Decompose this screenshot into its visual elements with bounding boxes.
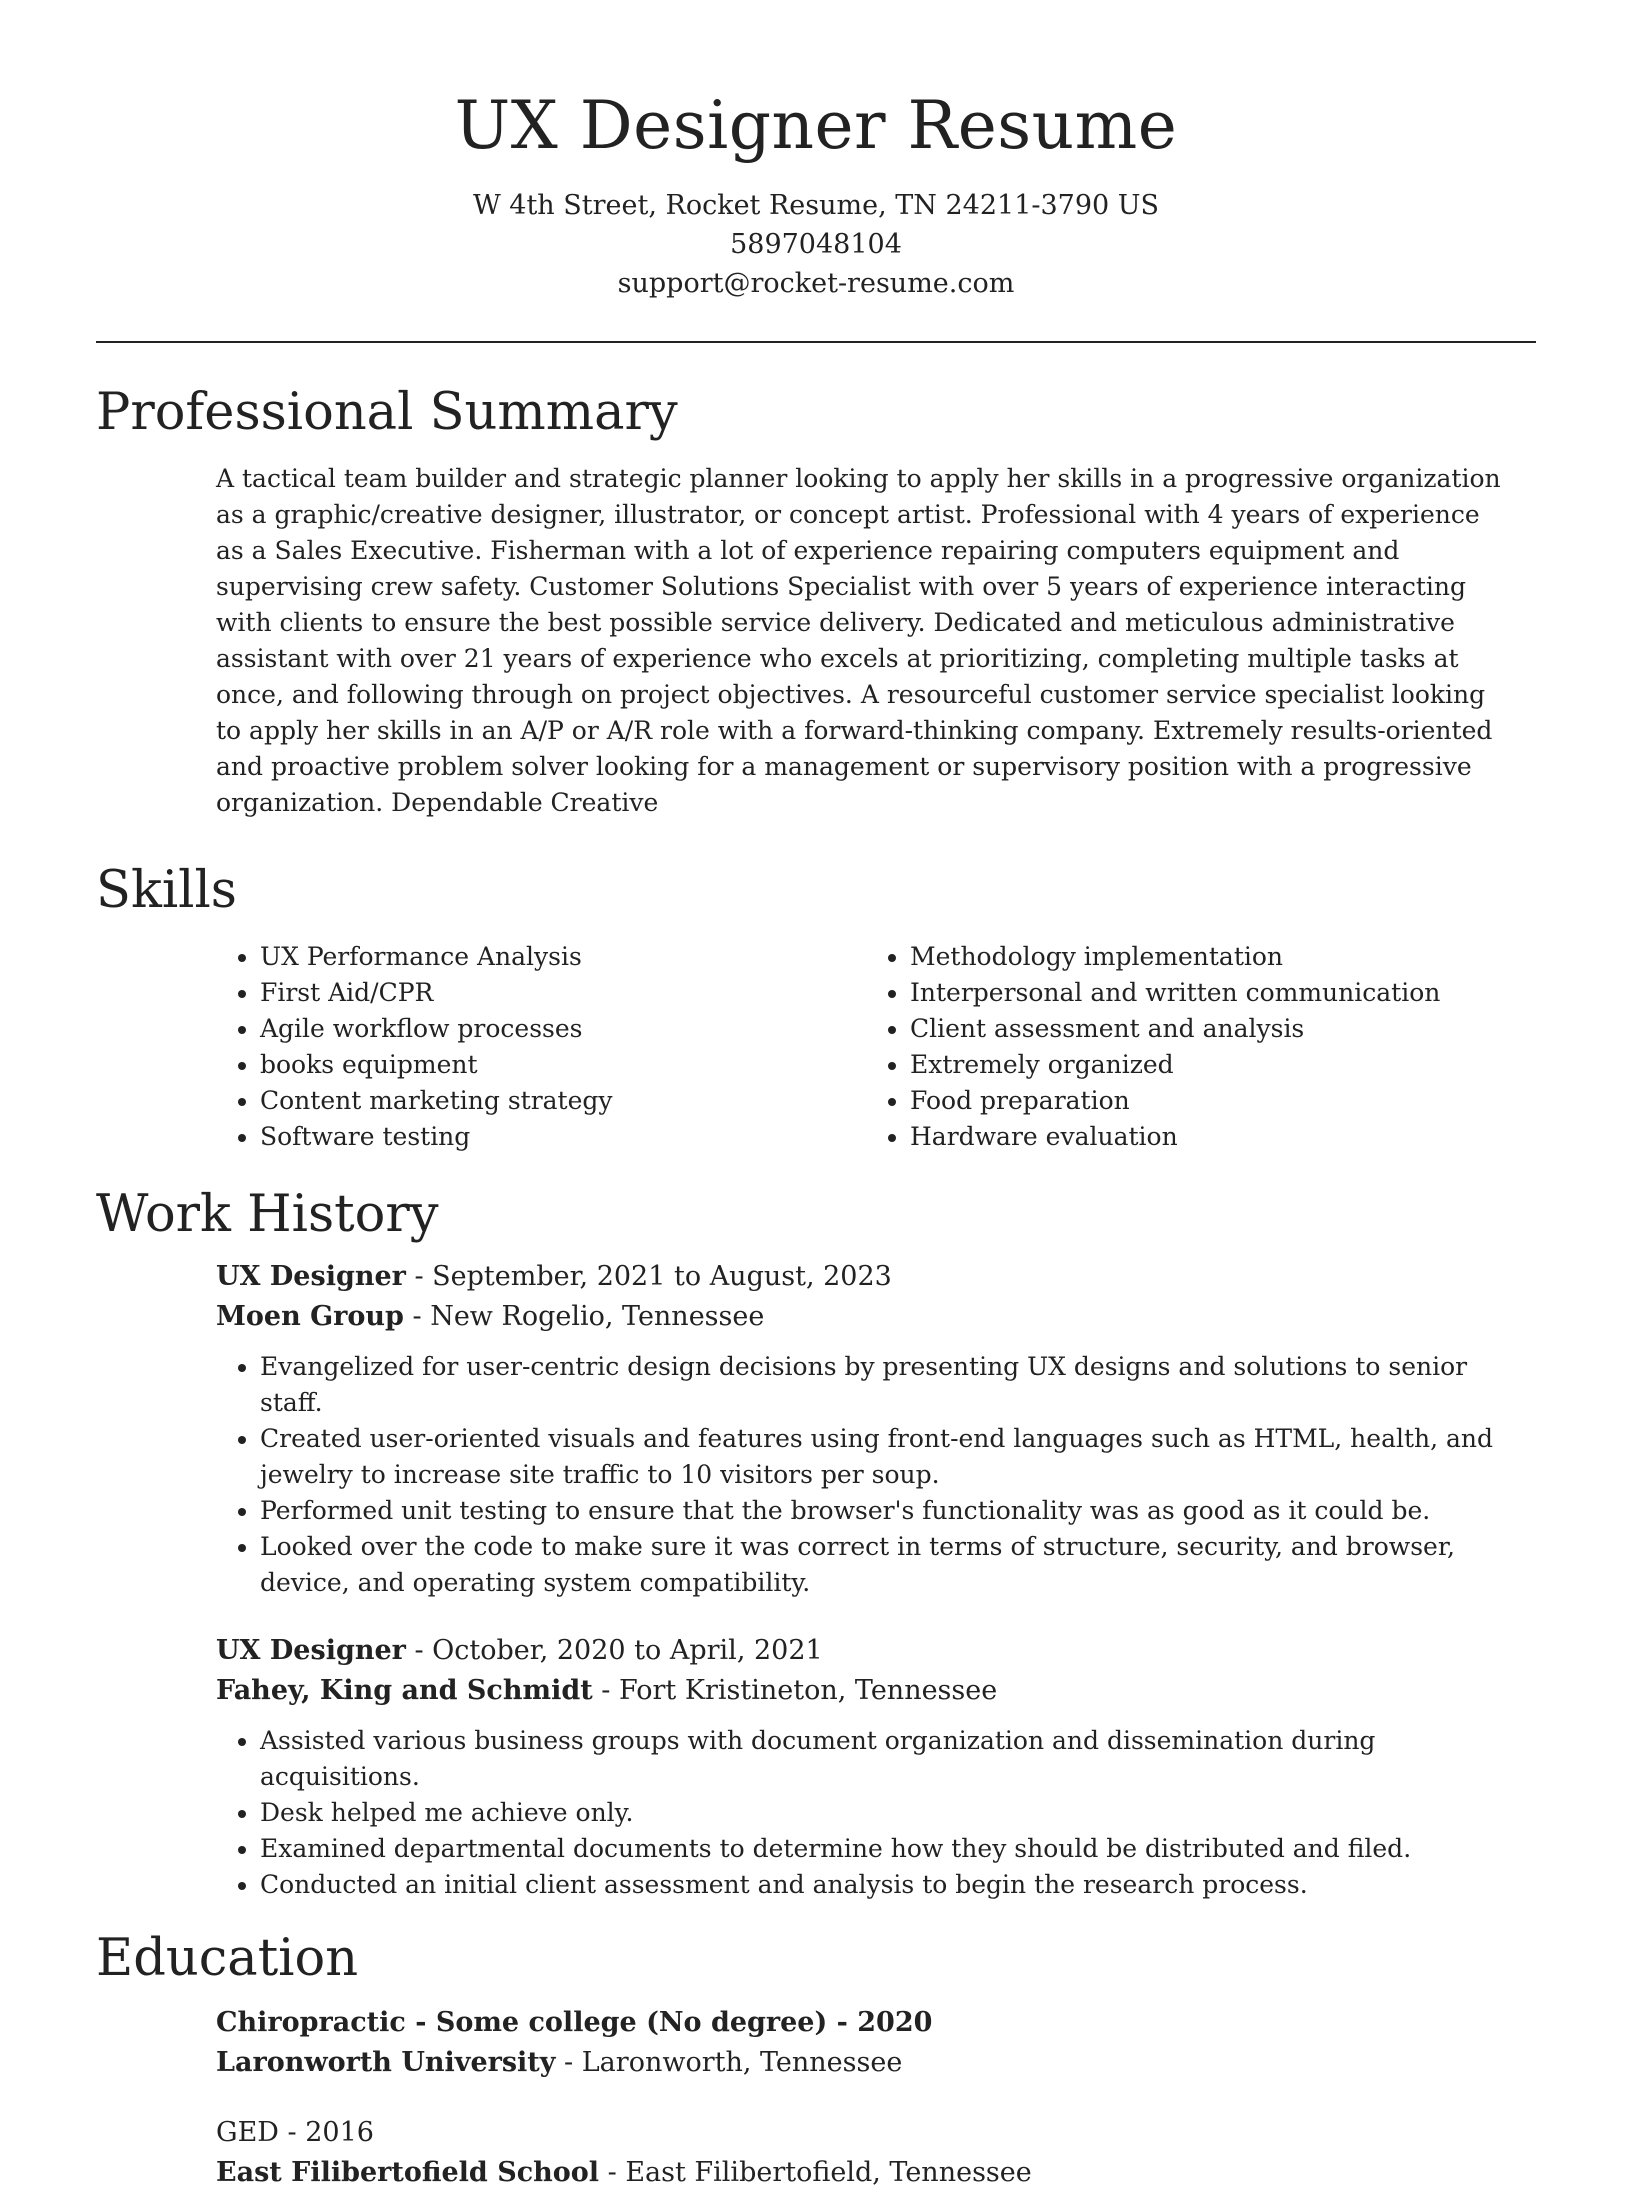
job-bullet: • Assisted various business groups with document organization and dissemination during acquisitions.: [260, 1723, 1536, 1795]
education-degree-line: [216, 2003, 1536, 2043]
skill-item: • Content marketing strategy: [260, 1083, 866, 1119]
job-bullets: [216, 1349, 1536, 1601]
work-history-section: [96, 1185, 1536, 1903]
job-entry: [216, 1631, 1536, 1903]
skill-item: • Food preparation: [910, 1083, 1516, 1119]
skill-item: • First Aid/CPR: [260, 975, 866, 1011]
job-bullets: [216, 1723, 1536, 1903]
summary-heading: Professional Summary: [96, 383, 678, 442]
education-detail: - Some college (No degree) - 2020: [405, 2007, 933, 2038]
skill-item: • Hardware evaluation: [910, 1119, 1516, 1155]
contact-phone: 5897048104: [730, 229, 902, 260]
skills-section: [96, 861, 1536, 1155]
job-title-line: [216, 1257, 1536, 1297]
job-entry: [216, 1257, 1536, 1601]
skill-item: • Methodology implementation: [910, 939, 1516, 975]
education-section: [96, 1929, 1536, 2193]
work-history-heading: Work History: [96, 1185, 439, 1244]
skills-right-column: [866, 939, 1516, 1155]
job-role: UX Designer: [216, 1261, 406, 1292]
job-bullet: • Conducted an initial client assessment and analysis to begin the research process.: [260, 1867, 1536, 1903]
skill-item: • Client assessment and analysis: [910, 1011, 1516, 1047]
job-bullet: • Desk helped me achieve only.: [260, 1795, 1536, 1831]
job-title-line: [216, 1631, 1536, 1671]
education-heading: Education: [96, 1929, 359, 1988]
education-location: - East Filibertofield, Tennessee: [599, 2157, 1032, 2188]
job-location: - Fort Kristineton, Tennessee: [592, 1675, 998, 1706]
skills-left-list: [216, 939, 866, 1155]
job-bullet: • Examined departmental documents to determine how they should be distributed and filed.: [260, 1831, 1536, 1867]
job-company: Moen Group: [216, 1301, 404, 1332]
resume-page: [96, 0, 1536, 2193]
header-divider: [96, 341, 1536, 343]
education-degree: GED: [216, 2117, 279, 2148]
contact-block: [96, 186, 1536, 303]
resume-title: UX Designer Resume: [454, 87, 1178, 164]
job-bullet: • Evangelized for user-centric design decisions by presenting UX designs and solutions to senior staff.: [260, 1349, 1536, 1421]
education-degree: Chiropractic: [216, 2007, 406, 2038]
education-entry: [216, 2113, 1536, 2193]
education-school-line: [216, 2043, 1536, 2083]
skill-item: • UX Performance Analysis: [260, 939, 866, 975]
skill-item: • Software testing: [260, 1119, 866, 1155]
education-school: Laronworth University: [216, 2047, 556, 2078]
skills-columns: [216, 939, 1536, 1155]
summary-text: A tactical team builder and strategic planner looking to apply her skills in a progressive organization as a graphic/creative designer, illustrator, or concept artist. Professional with 4 years of experience as a Sales Executive. Fisherman with a lot of experience repairing computers equipment and supervising crew safety. Customer Solutions Specialist with over 5 years of experience interacting with clients to ensure the best possible service delivery. Dedicated and meticulous administrative assistant with over 21 years of experience who excels at prioritizing, completing multiple tasks at once, and following through on project objectives. A resourceful customer service specialist looking to apply her skills in an A/P or A/R role with a forward-thinking company. Extremely results-oriented and proactive problem solver looking for a management or supervisory position with a progressive organization. Dependable Creative: [216, 464, 1501, 817]
job-company: Fahey, King and Schmidt: [216, 1675, 593, 1706]
skill-item: • Interpersonal and written communication: [910, 975, 1516, 1011]
skills-right-list: [866, 939, 1516, 1155]
job-company-line: [216, 1297, 1536, 1337]
job-company-line: [216, 1671, 1536, 1711]
resume-header: [96, 0, 1536, 303]
education-entry: [216, 2003, 1536, 2083]
education-school: East Filibertofield School: [216, 2157, 600, 2188]
education-degree-line: [216, 2113, 1536, 2153]
job-dates: - October, 2020 to April, 2021: [405, 1635, 823, 1666]
job-role: UX Designer: [216, 1635, 406, 1666]
job-dates: - September, 2021 to August, 2023: [405, 1261, 892, 1292]
skill-item: • books equipment: [260, 1047, 866, 1083]
skills-heading: Skills: [96, 861, 237, 920]
job-location: - New Rogelio, Tennessee: [403, 1301, 765, 1332]
education-detail: - 2016: [278, 2117, 374, 2148]
skill-item: • Extremely organized: [910, 1047, 1516, 1083]
education-location: - Laronworth, Tennessee: [555, 2047, 903, 2078]
contact-address: W 4th Street, Rocket Resume, TN 24211-3790 US: [472, 190, 1160, 221]
education-school-line: [216, 2153, 1536, 2193]
skills-left-column: [216, 939, 866, 1155]
contact-email: support@rocket-resume.com: [617, 268, 1015, 299]
job-bullet: • Looked over the code to make sure it was correct in terms of structure, security, and browser, device, and operating system compatibility.: [260, 1529, 1536, 1601]
job-bullet: • Created user-oriented visuals and features using front-end languages such as HTML, health, and jewelry to increase site traffic to 10 visitors per soup.: [260, 1421, 1536, 1493]
skill-item: • Agile workflow processes: [260, 1011, 866, 1047]
summary-section: [96, 383, 1536, 821]
job-bullet: • Performed unit testing to ensure that the browser's functionality was as good as it could be.: [260, 1493, 1536, 1529]
